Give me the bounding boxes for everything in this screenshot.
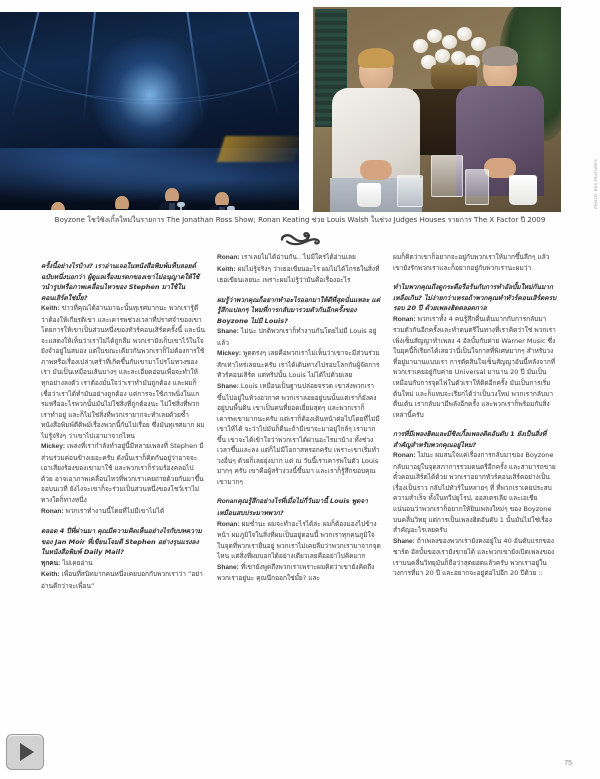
drinking-glass [397,175,423,207]
speaker-name: Keith: [41,305,60,313]
interview-question [41,261,205,303]
interview-question [41,526,205,558]
interview-answer [393,536,557,579]
paragraph-text: การที่มีเพลงฮิตและมีซิงเกิ้ลเพลงติดอันดับ 1 ยังเป็นสิ่งที่สำคัญสำหรับพวกคุณอยู่ไหม? [393,430,547,449]
speaker-name: Shane: [393,537,415,545]
paragraph-text: ไม่เคยอ่าน [60,558,93,567]
paragraph-text: ไม่นะ ผมสนใจแค่เรื่องการกลับมาของ Boyzone กลับมาอยู่ในจุดสภาการรวมดนตรีอีกครั้ง และสามารถขายตั๋วคอนเสิร์ตได้ด้วย พวกเราอยากทัวร์คอนเสิร์ตอย่างเป็นเรื่องเป็นราว กลับไปทัวร์ในหลายๆ ที่ ที่พวกเราเคยประสบความสำเร็จ ทั้งในทวีปยุโรป, ออสเตรเลีย และเอเชีย แน่นอนว่าพวกเราก็อยากให้ยินเพลงใหม่ๆ ของ Boyzone บนคลื่นวิทยุ แต่การเป็นเพลงฮิตอันดับ 1 นั้นมันไม่ใช่เรื่องสำคัญอะไรเลยครับ [393,451,556,535]
paragraph-text: คุณรู้สึกอย่างไรที่เมื่อไม่กี่วันมานี้ Louis พูดจาเหมือนสบประมาทพวก? [217,497,368,518]
paragraph-text: ทำไมพวกคุณถึงดูกระตือรือร้นกับการทำอัลบั้มใหม่กันมากเหลือเกิน? ไม่ง่ายกว่าเหรอถ้าพวกคุณทำทัวร์คอนเสิร์ตครบรอบ 20 ปี ด้วยเพลงฮิตตลอดกาล [393,283,557,313]
interview-question [393,429,557,450]
interview-answer [41,558,205,570]
paragraph-text: ถ้าเพลงของพวกเรายังคงอยู่ใน 40 อันดับแรกของชาร์ต อัลบั้มของเรายังขายได้ และพวกเขายังเปิดเพลงของเราบนคลื่นวิทยุมันก็ถือว่าสุดยอดแล้วครับ พวกเราอยู่ในวงการที่มา 20 ปี และอยากจะอยู่ต่อไปอีก 20 ปีด้วย :: [393,536,555,578]
speaker-name: ทุกคน: [41,559,61,567]
play-icon [20,743,34,761]
interview-answer [217,519,381,562]
paragraph-text: ข่าวที่คุณได้อ่านมาฉะนั้นทุเรศมากนะ พวกเรารู้ดีว่าต้องให้เกียรติเขา และเคารพช่วงเวลาที่ปราศจำของเขา โดยการให้เขาเป็นส่วนหนึ่งของทัวร์คอนเสิร์ตครั้งนี้ และนั่นจะแสดงให้เห็นว่าเราไม่ได้ถูกลืม พวกเรายังเก็บเขาไว้ในใจ ยังจำอยู่ในสมอง แต่ในขณะเดียวกันพวกเราก็ไม่ต้องการใช้ภาพหรือเรื่องเปล่าเศร้าที่เกิดขึ้นกับเขามาโปรโมทวงของเรา มันเป็นเหมือนเส้นบางๆ และละเอียดอ่อนเพื่อจะทำให้ทุกอย่างลงตัว เราต้องมั่นใจว่าเราทำมันถูกต้อง และผมก็เชื่อว่าเราได้ทำมันอย่างถูกต้อง แต่การจะใช้ภาพนิ่งในแกรมหรืออะไรพวกนั้นมันไม่ใช่สิ่งที่ถูกต้องนะ ไม่ใช่สิ่งที่พวกเราทำอยู่ และก็ไม่ใช่สิ่งที่พวกเรายากจะทำเลยด้วยซ้ำ หนังสือพิมพ์ตีติพม์เรื่องพวกนี้กันไปเรื่อย ซึ่งมันทุเรศมาก ผมไม่รู้จริงๆ ว่าเขาไปเอามาจากไหน [41,304,205,440]
paragraph-text: ครั้งนี้อย่างไรบ้าง? เราอ่านเจอในหนังสือพิมพ์แท็บลอยด์ฉบับหนึ่งบอกว่า ผู้ดูแลเรื่องมรดกของเขาไม่อนุญาตให้ใช้วนำรูปหรือภาพเคลื่อนไหวของ Stephen มาใช้ในคอนเสิร์ตใช่มั้ย? [41,262,200,302]
paragraph-text: ผมรู้ว่าพวกคุณก็อยากทำอะไรออกมาให้ดีที่สุดนั่นแหละ แต่รู้สึกแปลกๆ ไหมที่การกลับมารวมตัวกันอีกครั้งของ Boyzone ไม่มี Louis? [217,295,380,325]
paragraph-text: ตลอด 4 ปีที่ผ่านมา คุณมีความคิดเห็นอย่างไรกับบทความของ Jan Moir ที่เขียนโจมตี Stephen อย่างรุนแรงลงในหนังสือพิมพ์ Daily Mail? [41,527,202,557]
interview-answer [217,381,381,487]
interview-answer [217,252,381,264]
speaker-name: Mickey: [217,350,242,358]
paragraph-text: ที่เขายังพูดถึงพวกเราเพราะผมคิดว่าเขายังคิดถึงพวกเราอยู่นะ คุณนึกออกใช่มั้ย? และ [217,562,375,583]
photo-credit: PHOTO: REX FEATURES [594,159,598,209]
interview-answer [393,314,557,420]
interview-answer [393,450,557,535]
paragraph-text: เราเลยไม่ได้อ่านกัน.. ไม่มีใครได้อ่านเลย [239,253,356,261]
paragraph-text: Louis เหมือนเป็นฐานปล่อยจรวด เขาส่งพวกเราขึ้นไปอยู่ในห้วงอวกาศ พวกเราลอยอยู่บนนั้นแต่เราก็ยังคงอยู่บนพื้นดิน เขาเป็นคนที่ยอดเยี่ยมสุดๆ และพวกเราก็เคารพเขามากนะครับ แต่เราก็ต้องเดินหน้าต่อไปโดยที่ไม่มีเขาให้ได้ จะว่าไปมันก็ดีนะถ้ามีเขาจะมาอยู่ใกล้ๆ เรามากขึ้น เขาจะได้เข้าใจว่าพวกเราได้ผ่านอะไรมาบ้าง ทั้งช่วงเวลาขึ้นและลง แต่ก็ไม่มีโอกาสหรอกครับ เพราะเขาเริ่มทำวงอื่นๆ ด้วยก็เลยยุ่งมาก แต่ ณ วันนี้เราเคารพในตัว Louis มากๆ ครับ เขาคือผู้สร้างวงนี้ขึ้นมา และเราก็รู้สึกขอบคุณเขามากๆ [217,382,380,486]
drinking-glass [431,155,463,197]
speaker-name: Ronan: [41,507,64,515]
speaker-name: Shane: [217,328,239,336]
drinking-glass [465,169,489,205]
interview-answer [41,569,205,591]
swash-ornament [0,230,600,250]
speaker-name: Ronan: [217,520,240,528]
paragraph-text: ผมช่ำนะ ผมจะทำอะไรได้ล่ะ ผมก็ต้องมองไปข้างหน้า ผมภูมิใจในสิ่งที่ผมเป็นอยู่ตอนนี้ พวกเราทุกคนภูมิใจในจุดที่พวกเรายืนอยู่ พวกเราไม่เคยลืมว่าพวกเรามาจากจุดไหน แต่สิ่งที่ผมบอกได้อย่างเดียวเลยคืออย่าไปคิดมาก [217,519,381,561]
text-column-3 [393,252,557,727]
speaker-name: Ronan: [393,315,416,323]
speaker-name: Shane: [217,383,239,391]
white-cup [357,183,381,207]
interview-answer [217,326,381,348]
photo-boyzone-performance [0,12,299,210]
interview-answer [41,441,205,505]
interview-answer [41,303,205,441]
article-columns [41,252,559,727]
text-column-1 [41,252,205,727]
interview-question [217,496,381,518]
photo-judges-houses [313,7,561,212]
speaker-name: Ronan: [217,254,240,261]
interview-answer [393,252,557,273]
white-cup [509,175,537,205]
speaker-name: Ronan [217,498,238,506]
photo-row [0,7,600,212]
speaker-name: Keith: [217,265,236,273]
page-number: 75 [564,760,572,767]
interview-answer [217,264,381,286]
interview-question [393,282,557,314]
stage-spotlight [90,35,210,155]
interview-answer [217,562,381,584]
text-column-2 [217,252,381,727]
paragraph-text: ไม่นะ ปกติพวกเราก็ทำงานกันโดยไม่มี Louis อยู่แล้ว [217,327,377,347]
paragraph-text: เพื่อนที่สนิทมากคนหนึ่งเคยบอกกับพวกเราว่า “อย่าอ่านดีกว่าจะเพื่อน” [41,570,203,590]
paragraph-text: ผมไม่รู้จริงๆ ว่าเธอเขียนอะไร ผมไม่ได้โกรธในสิ่งที่เธอเขียนเลยนะ เพราะผมไม่รู้ว่ามันคือเรื่องอะไร [217,264,380,285]
interview-answer [41,506,205,518]
paragraph-text: พวกเราทำงานนี้โดยที่ไม่มีเขาไม่ได้ [63,506,165,515]
interview-question [217,295,381,327]
play-button[interactable] [6,734,44,770]
stage-amber-light [217,136,299,162]
paragraph-text: พูดตรงๆ เลยคือพวกเราไม่เห็นว่าเขาจะมีส่วนร่วมสักเท่าไหร่เลยนะครับ เราได้เดินทางไปรอบโลกกับผู้จัดการทัวร์คอนเสิร์ต แต่ทริปนั้น Louis ไม่ได้ไปด้วยเลย [217,349,380,380]
photo-caption: Boyzone โชว์ซิงเกิ้ลใหม่ในรายการ The Jonathan Ross Show; Ronan Keating ช่วย Louis Walsh ในช่วง Judges Houses รายการ The X Factor ปี 2009 [54,215,546,224]
speaker-name: Mickey: [41,443,66,451]
interview-answer [217,348,381,381]
speaker-name: Ronan: [393,452,416,460]
speaker-name: Shane: [217,563,239,571]
speaker-name: Keith: [41,571,60,579]
paragraph-text: พวกเราทั้ง 4 คนรู้สึกตื่นเต้นมากกับการกลับมารวมตัวกันอีกครั้งและทำดนตรีในทางที่เราคิดว่าใช่ พวกเราเพิ่งเซ็นสัญญาทำเพลง 4 อัลบั้มกับค่าย Warner Music ซึ่งในยุคนี้ก็เรียกได้เลยว่านี่เป็นใจกาสที่พิเศษมากๆ สำหรับวงที่อยู่มานานแบบเรา การตัดสินใจเซ็นสัญญาอันนี้หลังจากที่พวกเราเคยอยู่กับค่าย Universal มานาน 20 ปี มันเป็นเหมือนกับการจุดไฟในตัวเราให้ติดอีกครั้ง มันเป็นการเริ่มต้นใหม่ และก็แทบจะเรียกได้ว่าเป็นวงใหม่ พวกเรากลับมาตื่นเต้น เรากลับมามีพลังอีกครั้ง และพวกเราก็พร้อมกับสิ่งเหล่านี้ครับ [393,314,556,419]
paragraph-text: ผมก็คิดว่าเขาก็อยากจะอยู่กับพวกเราให้มากขึ้นลึกๆ แล้วเขายังรักพวกเราและก็อยากอยู่กับพวกเรานะผมว่า [393,253,550,272]
paragraph-text: เพลงที่เรากำลังทำอยู่นี้มีหลายเพลงที่ Stephen มีส่วนร่วมค่อนข้างเยอะครับ ดังนั้นเราก็คิดกันอยู่ว่าอาจจะเอาเสียงร้องของเขามาใช้ และพวกเราก็ร่วมร้องคลอไปด้วย อาจเอาภาพเคลื่อนไหวที่พวกเราเคยถ่ายด้วยกันมาขึ้นจอบนเวที ยังไงจะเขาก็จะร่วมเป็นส่วนหนึ่งของโชว์เราไม่ทางใดก็ทางหนึ่ง [41,442,204,505]
